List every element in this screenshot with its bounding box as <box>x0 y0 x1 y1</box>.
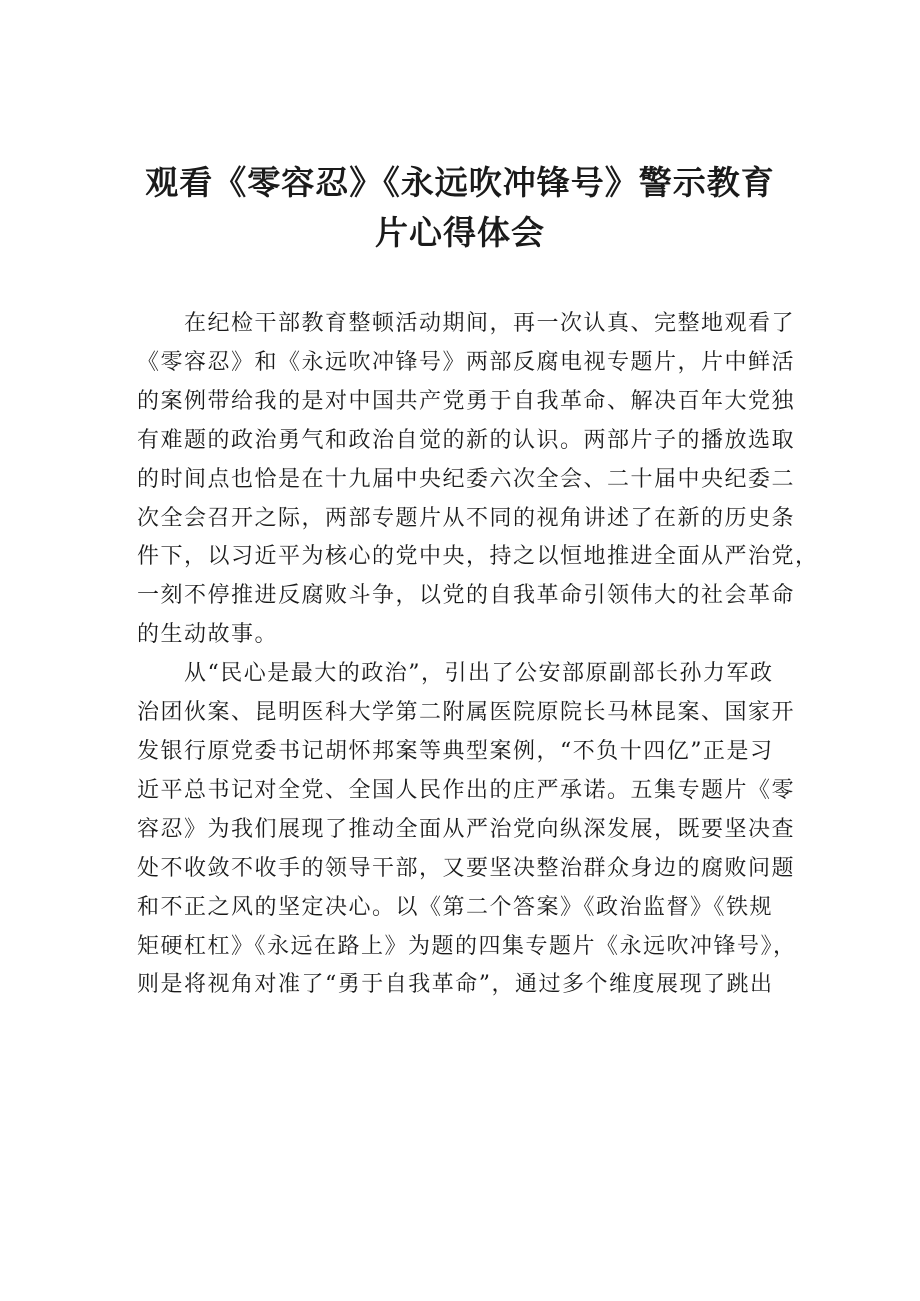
paragraph <box>137 655 801 1005</box>
text-line: 容忍》为我们展现了推动全面从严治党向纵深发展，既要坚决查 <box>137 816 796 842</box>
text-line: 在纪检干部教育整顿活动期间，再一次认真、完整地观看了 <box>184 311 796 336</box>
document-title <box>100 158 820 258</box>
text-line: 的案例带给我的是对中国共产党勇于自我革命、解决百年大党独 <box>137 388 796 414</box>
text-line: 则是将视角对准了“勇于自我革命”，通过多个维度展现了跳出 <box>137 972 774 998</box>
text-line: 件下，以习近平为核心的党中央，持之以恒地推进全面从严治党， <box>137 544 819 570</box>
text-line: 次全会召开之际，两部专题片从不同的视角讲述了在新的历史条 <box>137 505 796 531</box>
text-line: 和不正之风的坚定决心。以《第二个答案》《政治监督》《铁规 <box>137 894 774 920</box>
document-body <box>137 305 819 1005</box>
text-line: 治团伙案、昆明医科大学第二附属医院原院长马林昆案、国家开 <box>137 700 796 726</box>
text-line: 从“民心是最大的政治”，引出了公安部原副部长孙力军政 <box>184 661 774 687</box>
text-line: 有难题的政治勇气和政治自觉的新的认识。两部片子的播放选取 <box>137 427 796 453</box>
text-line: 《零容忍》和《永远吹冲锋号》两部反腐电视专题片，片中鲜活 <box>137 349 796 375</box>
title-line: 片心得体会 <box>375 213 545 252</box>
text-line: 处不收敛不收手的领导干部，又要坚决整治群众身边的腐败问题 <box>137 855 796 881</box>
text-line: 的时间点也恰是在十九届中央纪委六次全会、二十届中央纪委二 <box>137 466 796 492</box>
text-line: 发银行原党委书记胡怀邦案等典型案例，“不负十四亿”正是习 <box>137 738 774 764</box>
text-line: 一刻不停推进反腐败斗争，以党的自我革命引领伟大的社会革命 <box>137 583 796 609</box>
paragraph <box>137 305 819 655</box>
title-line: 观看《零容忍》《永远吹冲锋号》警示教育 <box>145 163 775 202</box>
text-line: 近平总书记对全党、全国人民作出的庄严承诺。五集专题片《零 <box>137 777 796 803</box>
text-line: 的生动故事。 <box>137 622 279 648</box>
text-line: 矩硬杠杠》《永远在路上》为题的四集专题片《永远吹冲锋号》， <box>137 933 797 959</box>
